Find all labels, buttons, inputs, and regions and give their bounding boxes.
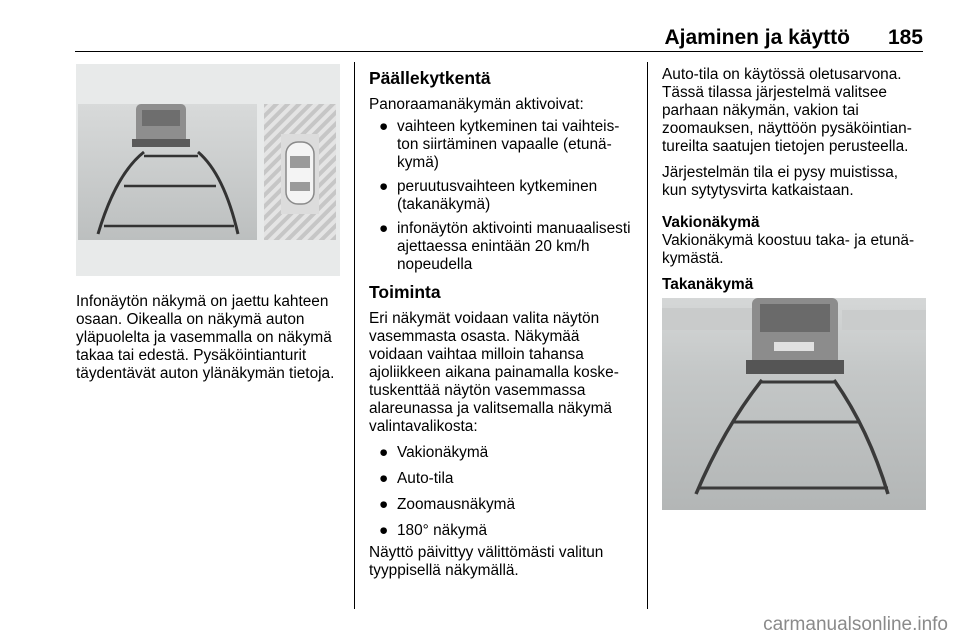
header-title: Ajaminen ja käyttö bbox=[664, 26, 850, 49]
bullet: ● bbox=[379, 470, 389, 487]
column-3 bbox=[662, 66, 926, 294]
activation-list bbox=[369, 118, 633, 274]
function-text: Eri näkymät voidaan valita näytön vasemmasta osasta. Näkymää voidaan vaihtaa milloin tahansa ajoliikkeen aikana painamalla kosketuskenttää näytön vasemmassa alareunassa ja valitsemalla näkymä valintavalikosta: bbox=[369, 310, 619, 435]
heading-standard-view: Vakionäkymä bbox=[662, 214, 760, 231]
rear-view-illustration bbox=[662, 298, 926, 510]
standard-view-text: Vakionäkymä koostuu taka- ja etunäkymästä. bbox=[662, 232, 915, 267]
heading-function: Toiminta bbox=[369, 282, 441, 302]
heading-rear-view: Takanäkymä bbox=[662, 276, 754, 293]
view-list bbox=[369, 444, 633, 540]
column-divider-right bbox=[647, 62, 648, 609]
bullet: ● bbox=[379, 178, 389, 195]
bullet: ● bbox=[379, 220, 389, 237]
list-item: ● vaihteen kytkeminen tai vaihteiston siirtäminen vapaalle (etunäkymä) bbox=[379, 118, 620, 171]
list-item: ● infonäytön aktivointi manuaalisesti ajettaessa enintään 20 km/h nopeudella bbox=[379, 220, 631, 273]
page-number: 185 bbox=[887, 26, 923, 49]
list-item: ● Vakionäkymä bbox=[379, 444, 489, 461]
rear-view-figure bbox=[662, 298, 926, 510]
bullet: ● bbox=[379, 444, 389, 461]
header-rule bbox=[75, 51, 923, 52]
list-item: ● Auto-tila bbox=[379, 470, 454, 487]
activation-intro: Panoraamanäkymän aktivoivat: bbox=[369, 96, 584, 113]
closing-text: Näyttö päivittyy välittömästi valitun tyyppisellä näkymällä. bbox=[369, 544, 604, 579]
split-view-figure bbox=[76, 64, 340, 276]
heading-activation: Päällekytkentä bbox=[369, 68, 491, 88]
split-view-illustration bbox=[76, 64, 340, 276]
list-item: ● peruutusvaihteen kytkeminen (takanäkymä) bbox=[379, 178, 598, 213]
column-divider-left bbox=[354, 62, 355, 609]
car-top-icon bbox=[286, 142, 314, 204]
column-2 bbox=[369, 64, 633, 588]
bullet: ● bbox=[379, 522, 389, 539]
auto-mode-text: Auto-tila on käytössä oletusarvona. Tässä tilassa järjestelmä valitsee parhaan näkymän, vakion tai zoomauksen, näyttöön pysäköintiantureilta saatujen tietojen perusteella. bbox=[662, 66, 912, 155]
column-1 bbox=[76, 293, 341, 391]
watermark: carmanualsonline.info bbox=[763, 614, 948, 635]
figure-caption: Infonäytön näkymä on jaettu kahteen osaan. Oikealla on näkymä auton yläpuolelta ja vasemmalla on näkymä takaa tai edestä. Pysäköintianturit täydentävät auton ylänäkymän tietoja. bbox=[76, 293, 335, 382]
bullet: ● bbox=[379, 118, 389, 135]
bullet: ● bbox=[379, 496, 389, 513]
list-item: ● 180° näkymä bbox=[379, 522, 487, 539]
list-item: ● Zoomausnäkymä bbox=[379, 496, 516, 513]
memory-text: Järjestelmän tila ei pysy muistissa, kun sytytysvirta katkaistaan. bbox=[662, 164, 899, 199]
